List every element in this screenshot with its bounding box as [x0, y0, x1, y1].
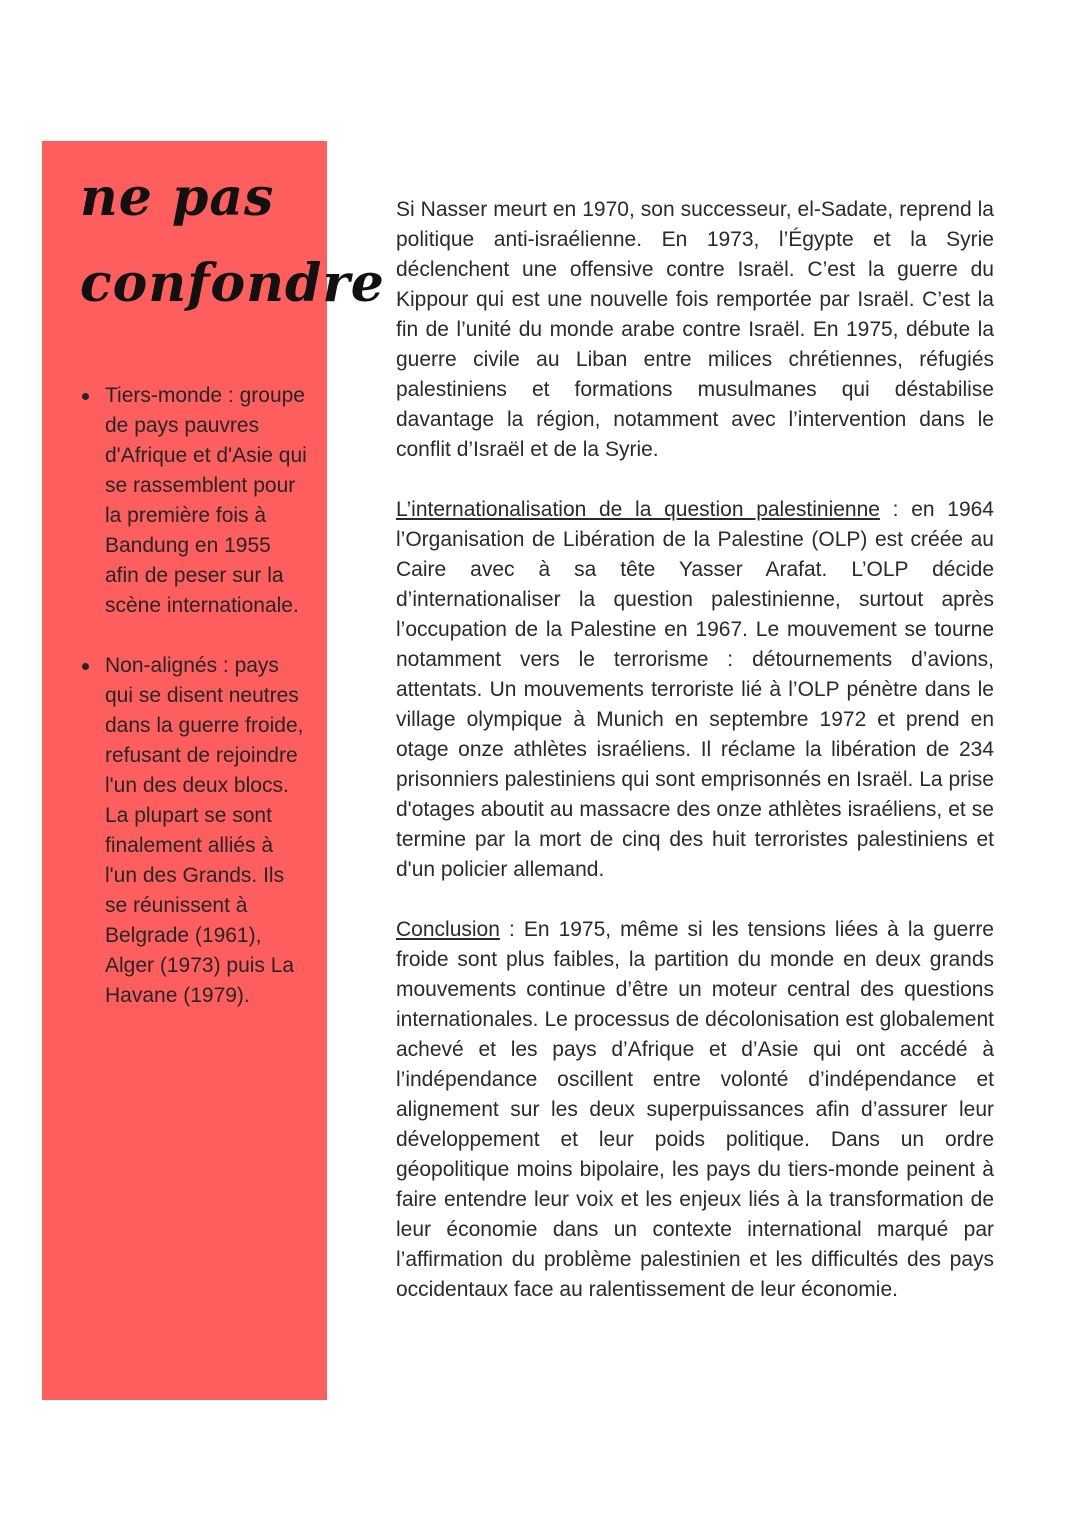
main-text — [396, 195, 994, 1335]
paragraph-conclusion — [396, 915, 994, 1305]
paragraph-heading: L’internationalisation de la question palestinienne — [396, 498, 880, 521]
bullet-icon — [82, 393, 89, 400]
definitions-list — [42, 381, 327, 1041]
paragraph-sadate: Si Nasser meurt en 1970, son successeur, el-Sadate, reprend la politique anti-israélienne. En 1973, l’Égypte et la Syrie déclenchent une offensive contre Israël. C’est la guerre du Kippour qui est une nouvelle fois remportée par Israël. C’est la fin de l’unité du monde arabe contre Israël. En 1975, débute la guerre civile au Liban entre milices chrétiennes, réfugiés palestiniens et formations musulmanes qui déstabilise davantage la région, notamment avec l’intervention dans le conflit d’Israël et de la Syrie. — [396, 198, 994, 461]
definition-item-tiers-monde — [42, 381, 327, 621]
paragraph-heading: Conclusion — [396, 918, 500, 941]
definition-text: Tiers-monde : groupe de pays pauvres d'Afrique et d'Asie qui se rassemblent pour la première fois à Bandung en 1955 afin de peser sur la scène internationale. — [105, 384, 307, 617]
paragraph-palestine — [396, 495, 994, 885]
sidebar-title-line-1: ne pas — [80, 167, 275, 228]
sidebar-title — [80, 155, 385, 327]
definition-item-non-alignes — [42, 651, 327, 1011]
paragraph-body: : en 1964 l’Organisation de Libération de la Palestine (OLP) est créée au Caire avec à sa tête Yasser Arafat. L’OLP décide d’internationaliser la question palestinienne, surtout après l’occupation de la Palestine en 1967. Le mouvement se tourne notamment vers le terrorisme : détournements d’avions, attentats. Un mouvements terroriste lié à l’OLP pénètre dans le village olympique à Munich en septembre 1972 et prend en otage onze athlètes israéliens. Il réclame la libération de 234 prisonniers palestiniens qui sont emprisonnés en Israël. La prise d'otages aboutit au massacre des onze athlètes israéliens, et se termine par la mort de cinq des huit terroristes palestiniens et d'un policier allemand. — [396, 498, 994, 881]
bullet-icon — [82, 663, 89, 670]
definitions-sidebar — [42, 141, 385, 1400]
sidebar-title-line-2: confondre — [80, 253, 385, 314]
definition-text: Non-alignés : pays qui se disent neutres dans la guerre froide, refusant de rejoindre l'un des deux blocs. La plupart se sont finalement alliés à l'un des Grands. Ils se réunissent à Belgrade (1961), Alger (1973) puis La Havane (1979). — [105, 654, 304, 1007]
paragraph-body: : En 1975, même si les tensions liées à la guerre froide sont plus faibles, la partition du monde en deux grands mouvements continue d’être un moteur central des questions internationales. Le processus de décolonisation est globalement achevé et les pays d’Afrique et d’Asie qui ont accédé à l’indépendance oscillent entre volonté d’indépendance et alignement sur les deux superpuissances afin d’assurer leur développement et leur poids politique. Dans un ordre géopolitique moins bipolaire, les pays du tiers-monde peinent à faire entendre leur voix et les enjeux liés à la transformation de leur économie dans un contexte international marqué par l’affirmation du problème palestinien et les difficultés des pays occidentaux face au ralentissement de leur économie. — [396, 918, 994, 1301]
